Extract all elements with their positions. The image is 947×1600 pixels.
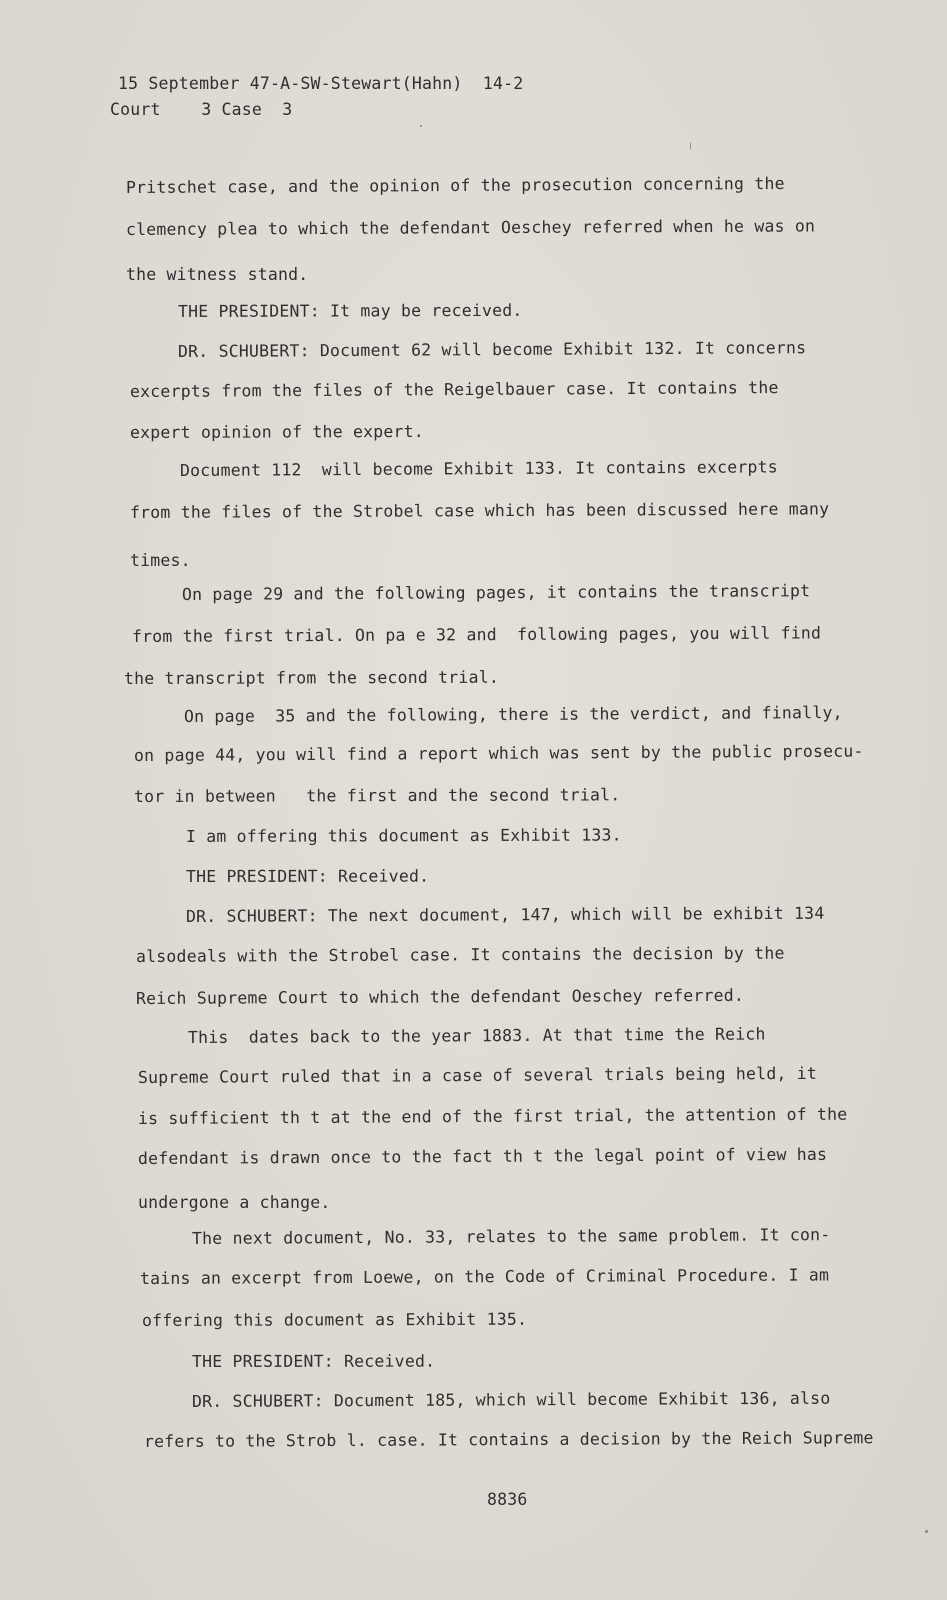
- text-line: THE PRESIDENT: Received.: [191, 1351, 436, 1371]
- text-line: is sufficient th t at the end of the first trial, the attention of the: [137, 1104, 848, 1128]
- text-line: expert opinion of the expert.: [129, 421, 424, 442]
- text-line: from the first trial. On pa e 32 and following pages, you will find: [131, 623, 822, 646]
- paper-speck: [420, 125, 422, 127]
- text-line: THE PRESIDENT: It may be received.: [177, 300, 523, 321]
- text-line: tains an excerpt from Loewe, on the Code of Criminal Procedure. I am: [139, 1265, 830, 1288]
- text-line: undergone a change.: [138, 1193, 331, 1212]
- text-line: On page 35 and the following, there is the verdict, and finally,: [183, 702, 843, 726]
- text-line: on page 44, you will find a report which was sent by the public prosecu-: [133, 741, 864, 765]
- text-line: the transcript from the second trial.: [123, 667, 499, 688]
- text-line: from the files of the Strobel case which has been discussed here many: [129, 499, 830, 522]
- text-line: refers to the Strob l. case. It contains a decision by the Reich Supreme: [143, 1428, 874, 1451]
- header-line-1: 15 September 47-A-SW-Stewart(Hahn) 14-2: [118, 74, 524, 93]
- text-line: I am offering this document as Exhibit 133.: [185, 825, 622, 846]
- text-line: the witness stand.: [126, 265, 309, 284]
- text-line: DR. SCHUBERT: Document 185, which will become Exhibit 136, also: [191, 1388, 831, 1411]
- page-number: 8836: [487, 1490, 528, 1509]
- text-line: tor in between the first and the second trial.: [133, 785, 621, 806]
- text-line: alsodeals with the Strobel case. It contains the decision by the: [135, 943, 785, 966]
- text-line: DR. SCHUBERT: The next document, 147, which will be exhibit 134: [185, 903, 825, 926]
- text-line: times.: [130, 551, 191, 570]
- text-line: Reich Supreme Court to which the defendant Oeschey referred.: [135, 985, 745, 1008]
- text-line: defendant is drawn once to the fact th t the legal point of view has: [137, 1144, 828, 1168]
- text-line: Supreme Court ruled that in a case of several trials being held, it: [137, 1063, 818, 1087]
- header-line-2: Court 3 Case 3: [110, 100, 293, 119]
- text-line: offering this document as Exhibit 135.: [141, 1309, 528, 1330]
- text-line: The next document, No. 33, relates to the same problem. It con-: [191, 1225, 831, 1248]
- text-line: DR. SCHUBERT: Document 62 will become Exhibit 132. It concerns: [177, 338, 807, 361]
- text-line: On page 29 and the following pages, it contains the transcript: [181, 581, 811, 604]
- paper-speck: [925, 1530, 928, 1533]
- paper-speck: [690, 142, 691, 150]
- text-line: Document 112 will become Exhibit 133. It contains excerpts: [179, 457, 778, 480]
- text-line: excerpts from the files of the Reigelbauer case. It contains the: [129, 378, 779, 401]
- text-line: Pritschet case, and the opinion of the prosecution concerning the: [125, 173, 785, 197]
- text-line: THE PRESIDENT: Received.: [185, 866, 430, 886]
- text-line: This dates back to the year 1883. At that time the Reich: [187, 1024, 766, 1047]
- text-line: clemency plea to which the defendant Oeschey referred when he was on: [125, 216, 816, 239]
